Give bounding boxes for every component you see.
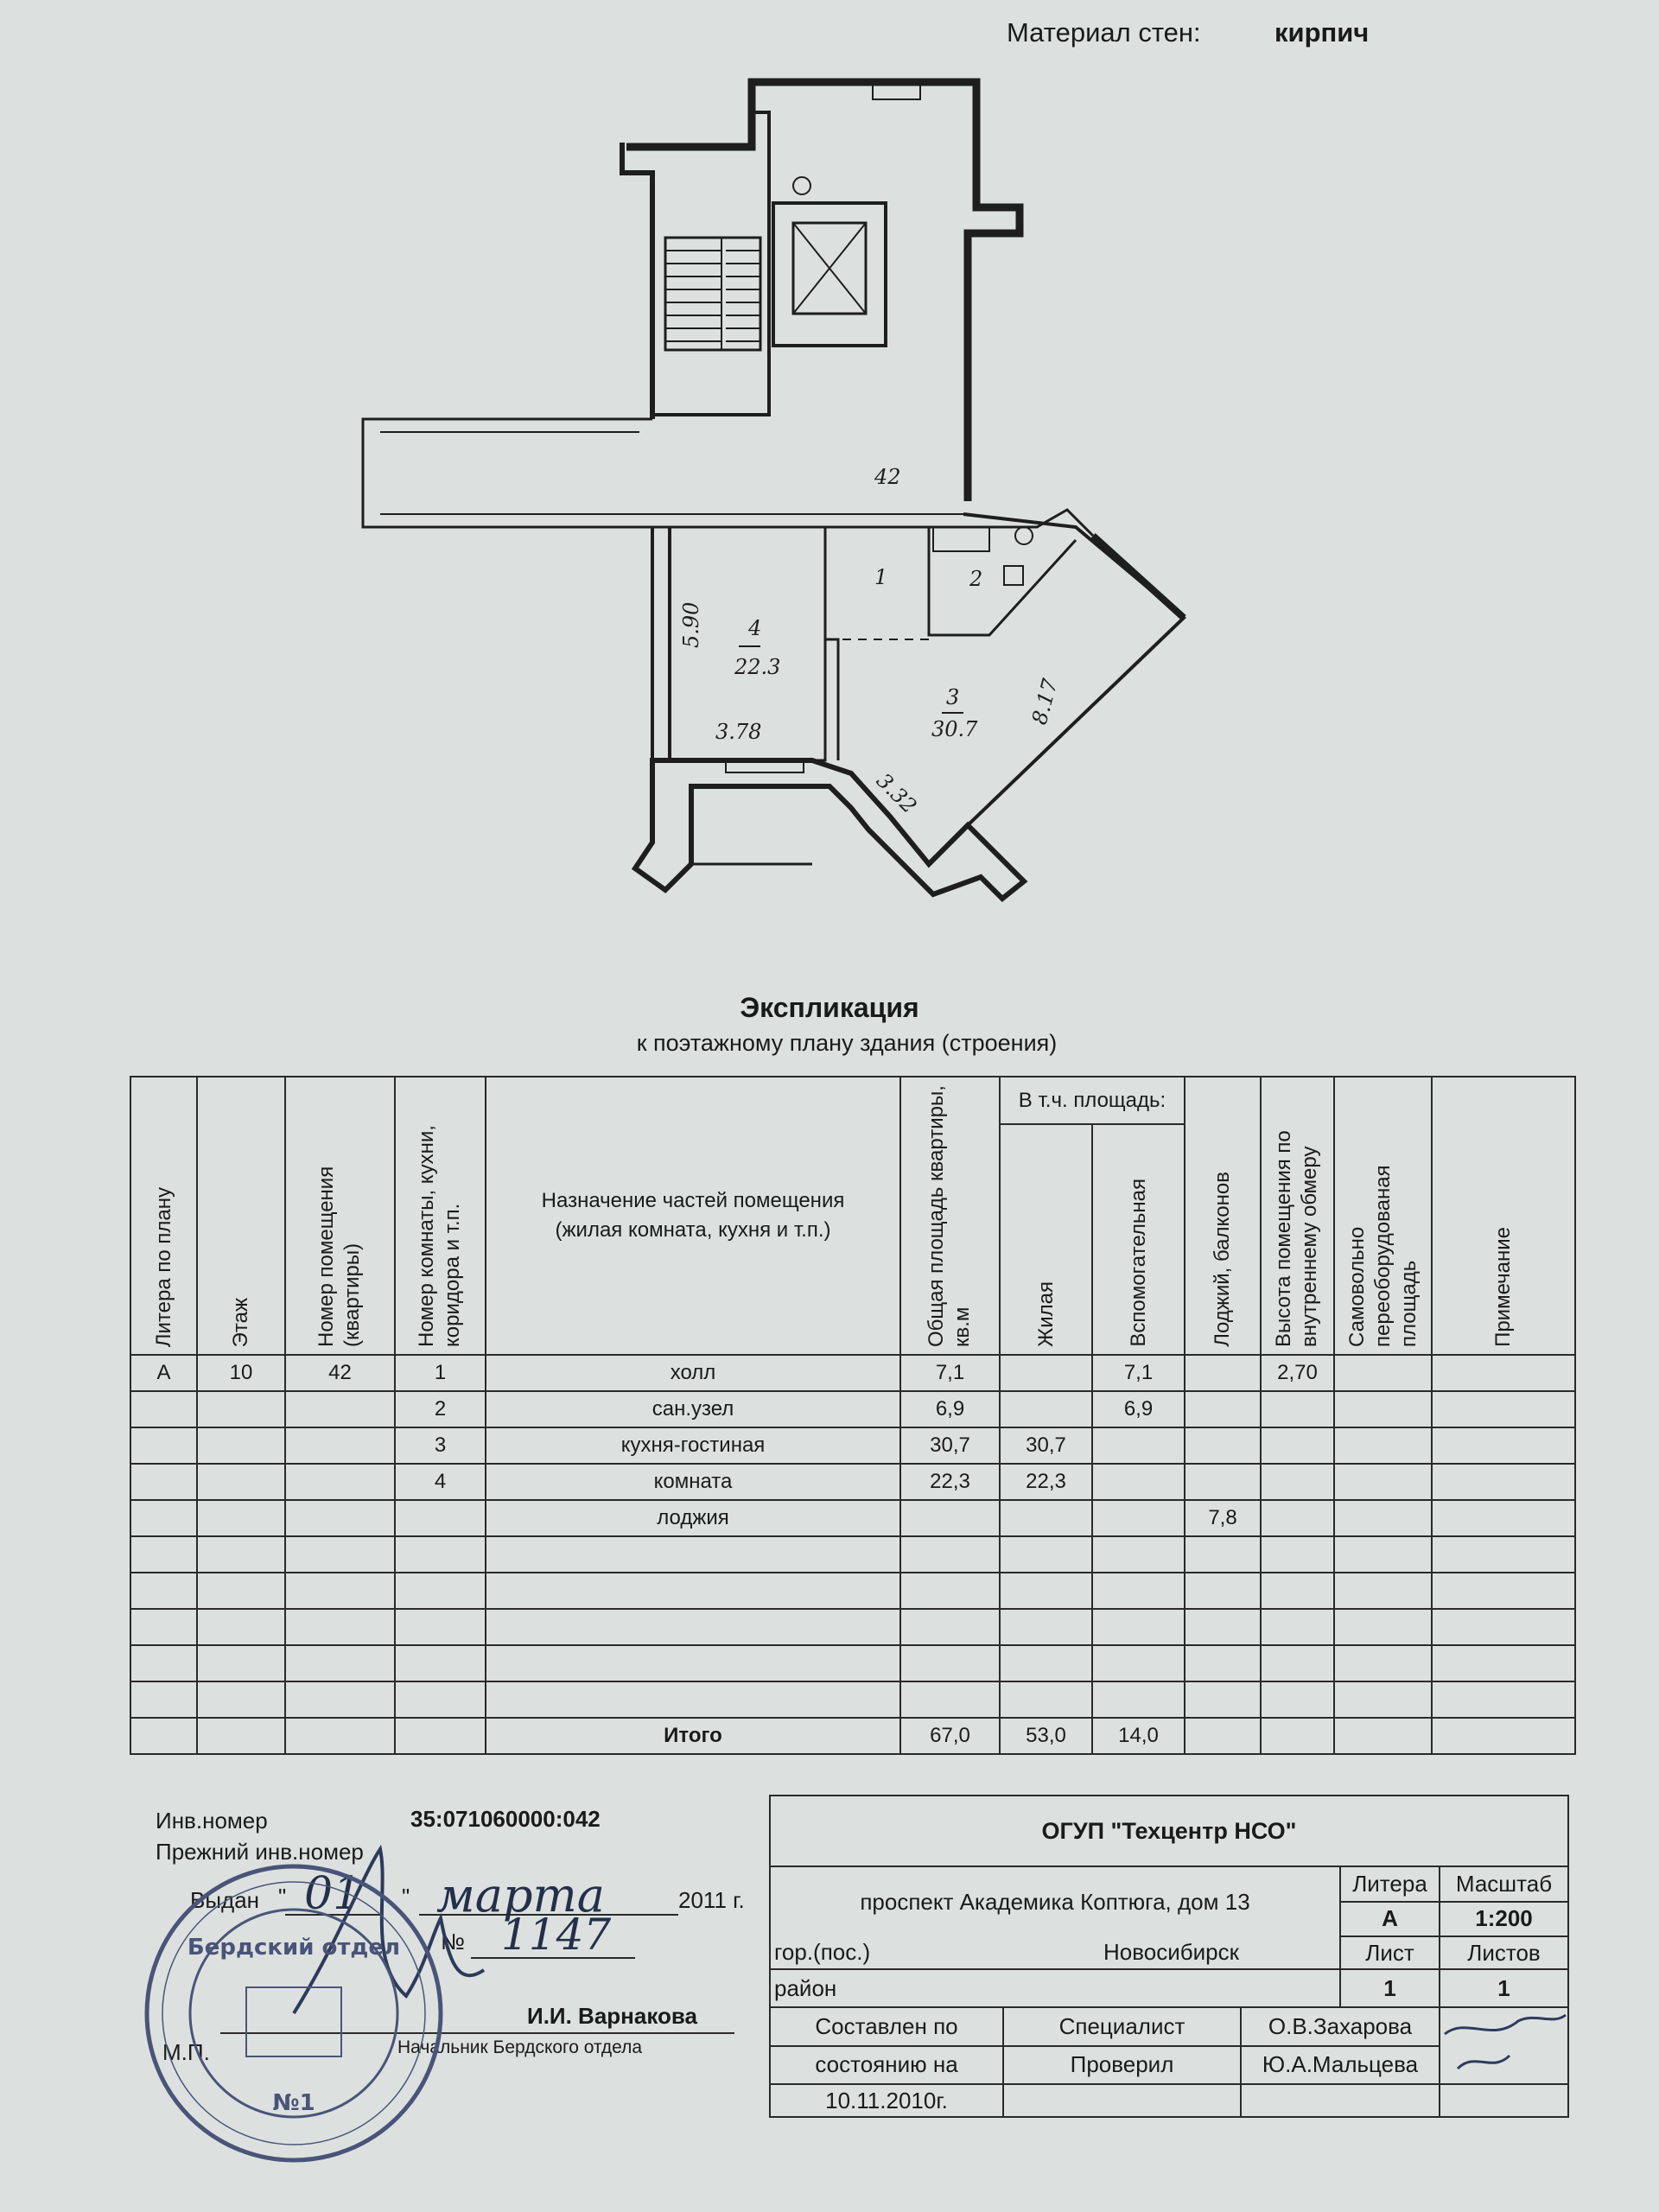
- table-cell: [1185, 1536, 1261, 1573]
- plan-apartment-number: 42: [874, 465, 901, 489]
- title-block: [769, 1795, 1569, 2118]
- signer-name: И.И. Варнакова: [527, 2003, 697, 2029]
- table-row-empty: [130, 1536, 1575, 1573]
- table-cell: [395, 1500, 486, 1536]
- table-cell: сан.узел: [486, 1391, 900, 1427]
- city-label: гор.(пос.): [770, 1936, 1003, 1969]
- table-cell: [1334, 1645, 1432, 1681]
- plan-room-4-area: 22.3: [734, 655, 781, 679]
- composed-date: 10.11.2010г.: [770, 2084, 1003, 2117]
- table-cell: [395, 1573, 486, 1609]
- table-cell: [1185, 1609, 1261, 1645]
- staircase: [665, 238, 760, 350]
- table-cell: комната: [486, 1464, 900, 1500]
- table-cell: кухня-гостиная: [486, 1427, 900, 1464]
- table-cell: [1092, 1464, 1185, 1500]
- table-cell: [285, 1464, 395, 1500]
- table-cell: [1000, 1500, 1092, 1536]
- table-row-empty: [130, 1681, 1575, 1718]
- table-cell: [395, 1536, 486, 1573]
- table-cell: [1000, 1609, 1092, 1645]
- corridor: [363, 419, 1093, 536]
- table-cell: [1000, 1573, 1092, 1609]
- table-cell: [1185, 1391, 1261, 1427]
- table-cell: [1185, 1427, 1261, 1464]
- table-row-empty: [130, 1645, 1575, 1681]
- table-cell: 22,3: [900, 1464, 1000, 1500]
- table-cell: [1334, 1500, 1432, 1536]
- table-cell: [1432, 1536, 1575, 1573]
- table-cell: [1000, 1645, 1092, 1681]
- table-cell: 7,1: [1092, 1355, 1185, 1391]
- stair-wall: [626, 82, 1020, 501]
- table-cell: 3: [395, 1427, 486, 1464]
- table-cell: 7,8: [1185, 1500, 1261, 1536]
- table-cell: [1334, 1681, 1432, 1718]
- issued-quote-open: ": [278, 1884, 287, 1910]
- explication-subtitle: к поэтажному плану здания (строения): [636, 1030, 1058, 1056]
- table-cell: [1000, 1681, 1092, 1718]
- table-cell: [395, 1609, 486, 1645]
- table-cell: [130, 1609, 197, 1645]
- table-cell: [1185, 1573, 1261, 1609]
- table-cell: [1334, 1573, 1432, 1609]
- issued-label: Выдан: [190, 1887, 260, 1913]
- table-cell: 6,9: [900, 1391, 1000, 1427]
- floor-plan: [346, 73, 1192, 920]
- specialist-label: Специалист: [1003, 2007, 1241, 2046]
- specialist-signature: [1440, 2008, 1568, 2077]
- table-cell: [197, 1536, 285, 1573]
- col-note: Примечание: [1432, 1077, 1575, 1355]
- table-row-empty: [130, 1573, 1575, 1609]
- table-cell: 42: [285, 1355, 395, 1391]
- table-cell: [197, 1718, 285, 1754]
- col-living: Жилая: [1000, 1124, 1092, 1355]
- table-cell: [1092, 1609, 1185, 1645]
- table-cell: [1261, 1500, 1334, 1536]
- table-cell: [1185, 1718, 1261, 1754]
- table-cell: [1000, 1355, 1092, 1391]
- table-cell: 22,3: [1000, 1464, 1092, 1500]
- table-cell: [197, 1609, 285, 1645]
- table-cell: [1185, 1645, 1261, 1681]
- litera-label: Литера: [1340, 1866, 1440, 1902]
- issued-year: 2011 г.: [678, 1887, 745, 1913]
- table-cell: [1092, 1536, 1185, 1573]
- signatures-cell: [1440, 2007, 1568, 2084]
- table-cell: [486, 1573, 900, 1609]
- total-area: 67,0: [900, 1718, 1000, 1754]
- plan-dim-short: 3.32: [871, 768, 922, 819]
- col-total: Общая площадь квартиры, кв.м: [900, 1077, 1000, 1355]
- sheet-value: 1: [1340, 1969, 1440, 2007]
- table-cell: [130, 1391, 197, 1427]
- table-cell: [1185, 1464, 1261, 1500]
- col-litera: Литера по плану: [130, 1077, 197, 1355]
- table-cell: [1261, 1645, 1334, 1681]
- table-cell: [900, 1536, 1000, 1573]
- col-aux: Вспомогательная: [1092, 1124, 1185, 1355]
- table-cell: [1261, 1464, 1334, 1500]
- specialist-name: О.В.Захарова: [1241, 2007, 1440, 2046]
- table-cell: [486, 1681, 900, 1718]
- district-label: район: [770, 1969, 1340, 2007]
- table-cell: [1334, 1391, 1432, 1427]
- table-cell: [1241, 2084, 1440, 2117]
- table-cell: [285, 1427, 395, 1464]
- table-cell: [1261, 1718, 1334, 1754]
- table-cell: [900, 1500, 1000, 1536]
- number-value: 1147: [501, 1910, 612, 1960]
- table-cell: [1334, 1427, 1432, 1464]
- table-cell: 10: [197, 1355, 285, 1391]
- table-cell: [486, 1536, 900, 1573]
- col-room-no: Номер комнаты, кухни, коридора и т.п.: [395, 1077, 486, 1355]
- stamp-center-text: Бердский отдел: [187, 1935, 401, 1961]
- elevator-shaft: [773, 203, 886, 346]
- table-cell: [395, 1681, 486, 1718]
- table-cell: [197, 1391, 285, 1427]
- litera-value: А: [1340, 1902, 1440, 1937]
- org-name: ОГУП "Техцентр НСО": [770, 1796, 1568, 1866]
- city-value: Новосибирск: [1003, 1936, 1340, 1969]
- checked-label: Проверил: [1003, 2046, 1241, 2085]
- table-cell: [285, 1573, 395, 1609]
- table-cell: 4: [395, 1464, 486, 1500]
- table-cell: [1334, 1536, 1432, 1573]
- table-cell: [1261, 1681, 1334, 1718]
- table-cell: [1432, 1391, 1575, 1427]
- table-cell: [197, 1500, 285, 1536]
- table-cell: 2,70: [1261, 1355, 1334, 1391]
- partition: [825, 527, 838, 760]
- stair-wall-left: [622, 143, 652, 419]
- table-cell: 2: [395, 1391, 486, 1427]
- composed-label-2: состоянию на: [770, 2046, 1003, 2085]
- issued-quote-close: ": [402, 1884, 410, 1910]
- scale-value: 1:200: [1440, 1902, 1568, 1937]
- plan-room-3-number: 3: [946, 685, 960, 709]
- plan-room-4-number: 4: [748, 616, 762, 640]
- sink: [1004, 566, 1023, 585]
- col-incl-group: В т.ч. площадь:: [1000, 1077, 1185, 1124]
- sheet-label: Лист: [1340, 1936, 1440, 1969]
- table-cell: [1432, 1718, 1575, 1754]
- number-label: №: [441, 1929, 465, 1955]
- scale-label: Масштаб: [1440, 1866, 1568, 1902]
- table-cell: [1000, 1536, 1092, 1573]
- table-cell: [285, 1500, 395, 1536]
- explication-table: [130, 1076, 1576, 1755]
- col-loggia: Лоджий, балконов: [1185, 1077, 1261, 1355]
- apartment-wall-outer: [1093, 536, 1184, 618]
- issued-month: марта: [436, 1868, 605, 1923]
- table-cell: [1092, 1573, 1185, 1609]
- table-cell: 30,7: [900, 1427, 1000, 1464]
- plan-dim-width: 3.78: [715, 720, 762, 744]
- table-cell: [900, 1609, 1000, 1645]
- table-row: [130, 1464, 1575, 1500]
- table-cell: [1334, 1464, 1432, 1500]
- table-cell: [900, 1573, 1000, 1609]
- composed-label-1: Составлен по: [770, 2007, 1003, 2046]
- table-cell: [1432, 1681, 1575, 1718]
- table-cell: [1003, 2084, 1241, 2117]
- table-cell: [130, 1573, 197, 1609]
- table-total-row: [130, 1718, 1575, 1754]
- table-row: [130, 1391, 1575, 1427]
- bathtub: [933, 527, 989, 551]
- table-cell: [1334, 1609, 1432, 1645]
- toilet: [1015, 527, 1033, 544]
- table-cell: [1432, 1464, 1575, 1500]
- inv-label: Инв.номер: [156, 1808, 268, 1834]
- signer-title: Начальник Бердского отдела: [397, 2037, 643, 2057]
- table-cell: [285, 1645, 395, 1681]
- table-cell: [285, 1609, 395, 1645]
- table-cell: [285, 1718, 395, 1754]
- plan-dim-height: 5.90: [679, 601, 703, 648]
- round-stamp: [138, 1858, 449, 2169]
- table-cell: [1000, 1391, 1092, 1427]
- table-cell: [486, 1609, 900, 1645]
- table-cell: [1185, 1681, 1261, 1718]
- table-cell: [1432, 1609, 1575, 1645]
- table-cell: [395, 1645, 486, 1681]
- table-cell: [1261, 1609, 1334, 1645]
- table-cell: [1334, 1718, 1432, 1754]
- col-purpose: Назначение частей помещения (жилая комната, кухня и т.п.): [486, 1077, 900, 1355]
- table-cell: [1432, 1427, 1575, 1464]
- table-cell: [486, 1645, 900, 1681]
- stamp-number: №1: [272, 2090, 315, 2116]
- table-cell: [285, 1536, 395, 1573]
- table-cell: [1432, 1355, 1575, 1391]
- table-row-empty: [130, 1609, 1575, 1645]
- table-cell: [197, 1427, 285, 1464]
- table-cell: [285, 1681, 395, 1718]
- prev-inv-label: Прежний инв.номер: [156, 1839, 364, 1865]
- inv-value: 35:071060000:042: [410, 1806, 601, 1832]
- plan-room-3-area: 30.7: [931, 717, 978, 741]
- table-cell: [1432, 1573, 1575, 1609]
- issued-day: 01: [304, 1868, 362, 1920]
- table-cell: [197, 1645, 285, 1681]
- table-cell: 1: [395, 1355, 486, 1391]
- col-unauth: Самовольно переоборудованая площадь: [1334, 1077, 1432, 1355]
- mp-label: М.П.: [162, 2039, 210, 2065]
- table-cell: 6,9: [1092, 1391, 1185, 1427]
- table-cell: [900, 1681, 1000, 1718]
- table-row: [130, 1500, 1575, 1536]
- plan-room-1-number: 1: [874, 565, 888, 589]
- table-cell: [1092, 1427, 1185, 1464]
- wall-material-label: Материал стен:: [1007, 17, 1201, 48]
- col-height: Высота помещения по внутреннему обмеру: [1261, 1077, 1334, 1355]
- total-label: Итого: [486, 1718, 900, 1754]
- table-cell: [395, 1718, 486, 1754]
- table-cell: 7,1: [900, 1355, 1000, 1391]
- loggia-wall: [635, 760, 1024, 899]
- table-cell: [130, 1500, 197, 1536]
- checked-name: Ю.А.Мальцева: [1241, 2046, 1440, 2085]
- table-cell: холл: [486, 1355, 900, 1391]
- sheets-value: 1: [1440, 1969, 1568, 2007]
- table-row: [130, 1427, 1575, 1464]
- total-aux: 14,0: [1092, 1718, 1185, 1754]
- table-row: [130, 1355, 1575, 1391]
- table-cell: [1440, 2084, 1568, 2117]
- table-cell: [1092, 1681, 1185, 1718]
- table-cell: [1092, 1500, 1185, 1536]
- table-cell: [1261, 1573, 1334, 1609]
- total-living: 53,0: [1000, 1718, 1092, 1754]
- table-cell: [197, 1681, 285, 1718]
- col-floor: Этаж: [197, 1077, 285, 1355]
- elevator-cross: [793, 223, 866, 314]
- table-cell: [130, 1645, 197, 1681]
- table-cell: [1185, 1355, 1261, 1391]
- table-cell: [1432, 1645, 1575, 1681]
- table-cell: [900, 1645, 1000, 1681]
- partition-2: [929, 527, 1076, 635]
- table-cell: [130, 1681, 197, 1718]
- table-cell: [130, 1536, 197, 1573]
- table-cell: А: [130, 1355, 197, 1391]
- table-cell: [1261, 1536, 1334, 1573]
- table-cell: [1432, 1500, 1575, 1536]
- table-cell: лоджия: [486, 1500, 900, 1536]
- table-cell: [1261, 1427, 1334, 1464]
- table-cell: [285, 1391, 395, 1427]
- table-cell: [1261, 1391, 1334, 1427]
- wall-material-value: кирпич: [1274, 17, 1370, 48]
- address: проспект Академика Коптюга, дом 13: [770, 1866, 1340, 1936]
- table-cell: 30,7: [1000, 1427, 1092, 1464]
- plan-dim-diagonal: 8.17: [1027, 676, 1063, 728]
- table-cell: [130, 1464, 197, 1500]
- table-cell: [197, 1464, 285, 1500]
- table-cell: [1334, 1355, 1432, 1391]
- table-cell: [130, 1718, 197, 1754]
- sheets-label: Листов: [1440, 1936, 1568, 1969]
- plan-room-2-number: 2: [969, 567, 983, 591]
- stair-steps: [665, 238, 760, 350]
- table-cell: [197, 1573, 285, 1609]
- elevator-marker: [793, 177, 810, 194]
- explication-title: Экспликация: [740, 992, 919, 1023]
- table-cell: [130, 1427, 197, 1464]
- table-cell: [1092, 1645, 1185, 1681]
- col-apt: Номер помещения (квартиры): [285, 1077, 395, 1355]
- apartment-wall: [652, 514, 1184, 825]
